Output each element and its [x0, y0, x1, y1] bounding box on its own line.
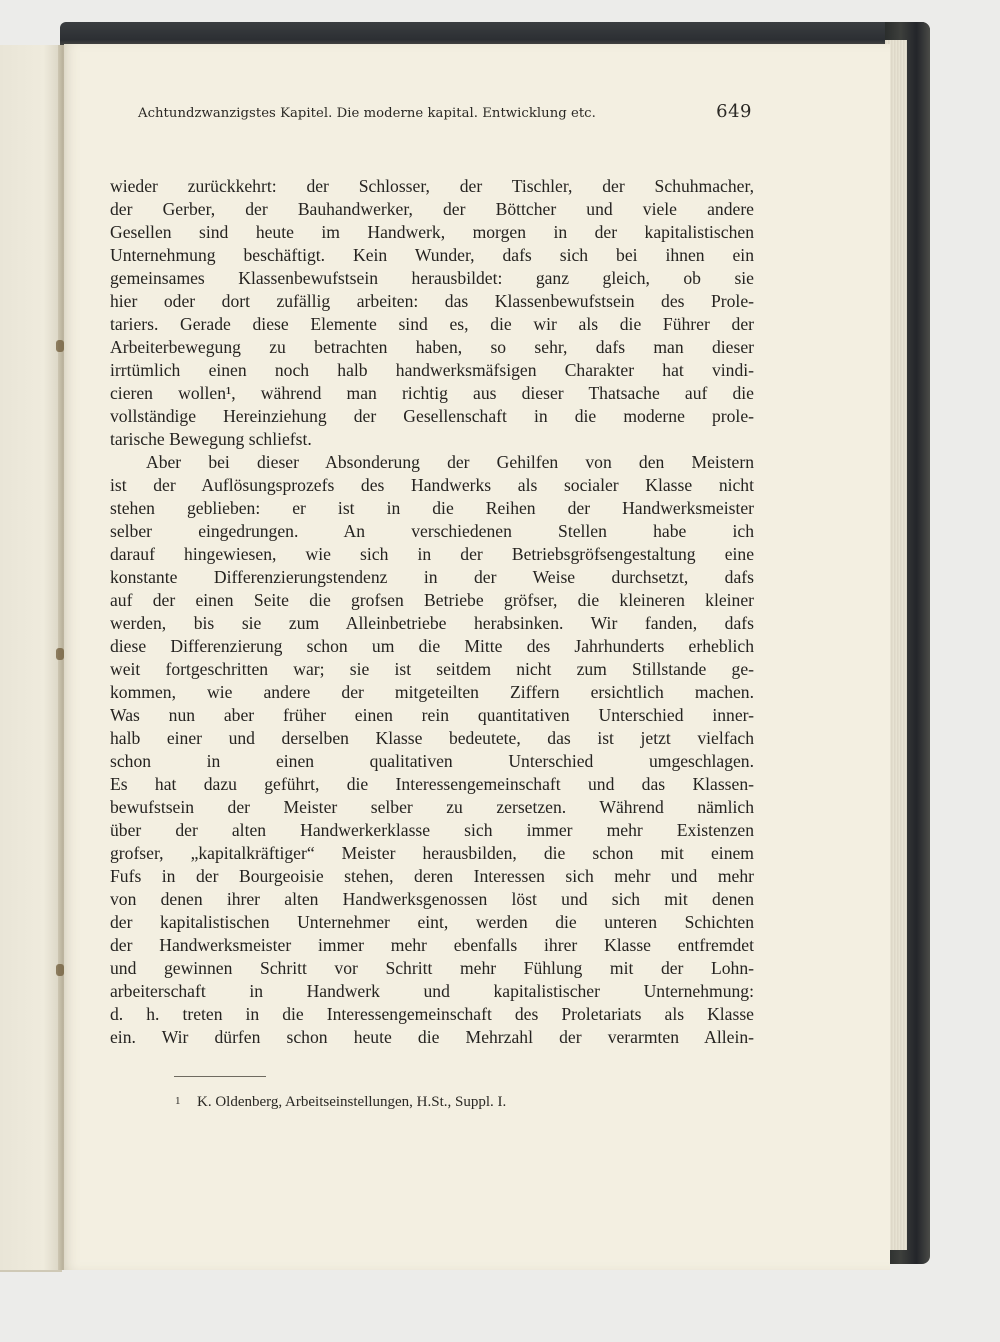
running-head-title: Achtundzwanzigstes Kapitel. Die moderne kapital. Entwicklung etc.: [138, 106, 596, 121]
text-line: wieder zurückkehrt: der Schlosser, der Tischler, der Schuhmacher,: [110, 176, 754, 196]
footnote-rule: [174, 1076, 266, 1077]
page-number: 649: [716, 101, 752, 122]
binding-thread-mark: [56, 648, 64, 660]
text-line: ein. Wir dürfen schon heute die Mehrzahl der verarmten Allein-: [110, 1027, 754, 1047]
text-line: kommen, wie andere der mitgeteilten Ziffern ersichtlich machen.: [110, 682, 754, 702]
text-line: schon in einen qualitativen Unterschied umgeschlagen.: [110, 751, 754, 771]
text-line: auf der einen Seite die grofsen Betriebe gröfser, die kleineren kleiner: [110, 590, 754, 610]
text-line: hier oder dort zufällig arbeiten: das Klassenbewufstsein des Prole-: [110, 291, 754, 311]
text-line: ist der Auflösungsprozefs des Handwerks als socialer Klasse nicht: [110, 475, 754, 495]
text-line: konstante Differenzierungstendenz in der Weise durchsetzt, dafs: [110, 567, 754, 587]
text-line: Unternehmung beschäftigt. Kein Wunder, dafs sich bei ihnen ein: [110, 245, 754, 265]
text-line: grofser, „kapitalkräftiger“ Meister herausbilden, die schon mit einem: [110, 843, 754, 863]
footnote-text: K. Oldenberg, Arbeitseinstellungen, H.St., Suppl. I.: [197, 1094, 507, 1110]
text-line: selber eingedrungen. An verschiedenen Stellen habe ich: [110, 521, 754, 541]
text-line: der Gerber, der Bauhandwerker, der Böttcher und viele andere: [110, 199, 754, 219]
text-line: der Handwerksmeister immer mehr ebenfalls ihrer Klasse entfremdet: [110, 935, 754, 955]
text-line: Es hat dazu geführt, die Interessengemeinschaft und das Klassen-: [110, 774, 754, 794]
text-line: darauf hingewiesen, wie sich in der Betriebsgröfsengestaltung eine: [110, 544, 754, 564]
text-line: arbeiterschaft in Handwerk und kapitalistischer Unternehmung:: [110, 981, 754, 1001]
text-line: Arbeiterbewegung zu betrachten haben, so sehr, dafs man dieser: [110, 337, 754, 357]
binding-thread-mark: [56, 340, 64, 352]
text-line: Gesellen sind heute im Handwerk, morgen in der kapitalistischen: [110, 222, 754, 242]
binding-thread-mark: [56, 964, 64, 976]
body-text: [110, 175, 754, 1049]
text-line: bewufstsein der Meister selber zu zersetzen. Während nämlich: [110, 797, 754, 817]
text-line: vollständige Hereinziehung der Gesellenschaft in die moderne prole-: [110, 406, 754, 426]
text-line: stehen geblieben: er ist in die Reihen der Handwerksmeister: [110, 498, 754, 518]
text-line: Fufs in der Bourgeoisie stehen, deren Interessen sich mehr und mehr: [110, 866, 754, 886]
text-line: d. h. treten in die Interessengemeinschaft des Proletariats als Klasse: [110, 1004, 754, 1024]
text-line: diese Differenzierung schon um die Mitte des Jahrhunderts erheblich: [110, 636, 754, 656]
text-line: Was nun aber früher einen rein quantitativen Unterschied inner-: [110, 705, 754, 725]
text-line: von denen ihrer alten Handwerksgenossen löst und sich mit denen: [110, 889, 754, 909]
running-head: [138, 100, 758, 130]
text-line: und gewinnen Schritt vor Schritt mehr Fühlung mit der Lohn-: [110, 958, 754, 978]
text-line: halb einer und derselben Klasse bedeutete, das ist jetzt vielfach: [110, 728, 754, 748]
text-line: cieren wollen¹, während man richtig aus dieser Thatsache auf die: [110, 383, 754, 403]
text-line: der kapitalistischen Unternehmer eint, werden die unteren Schichten: [110, 912, 754, 932]
footnote-mark: 1: [175, 1095, 181, 1107]
text-line: Aber bei dieser Absonderung der Gehilfen von den Meistern: [146, 452, 754, 472]
text-line: über der alten Handwerkerklasse sich immer mehr Existenzen: [110, 820, 754, 840]
text-line: gemeinsames Klassenbewufstsein herausbildet: ganz gleich, ob sie: [110, 268, 754, 288]
text-line: weit fortgeschritten war; sie ist seitdem nicht zum Stillstande ge-: [110, 659, 754, 679]
text-line: tarische Bewegung schliefst.: [110, 429, 312, 449]
text-line: werden, bis sie zum Alleinbetriebe herabsinken. Wir fanden, dafs: [110, 613, 754, 633]
footnote: [175, 1094, 735, 1111]
left-facing-page: [0, 45, 62, 1272]
text-line: tariers. Gerade diese Elemente sind es, die wir als die Führer der: [110, 314, 754, 334]
text-line: irrtümlich einen noch halb handwerksmäfsigen Charakter hat vindi-: [110, 360, 754, 380]
